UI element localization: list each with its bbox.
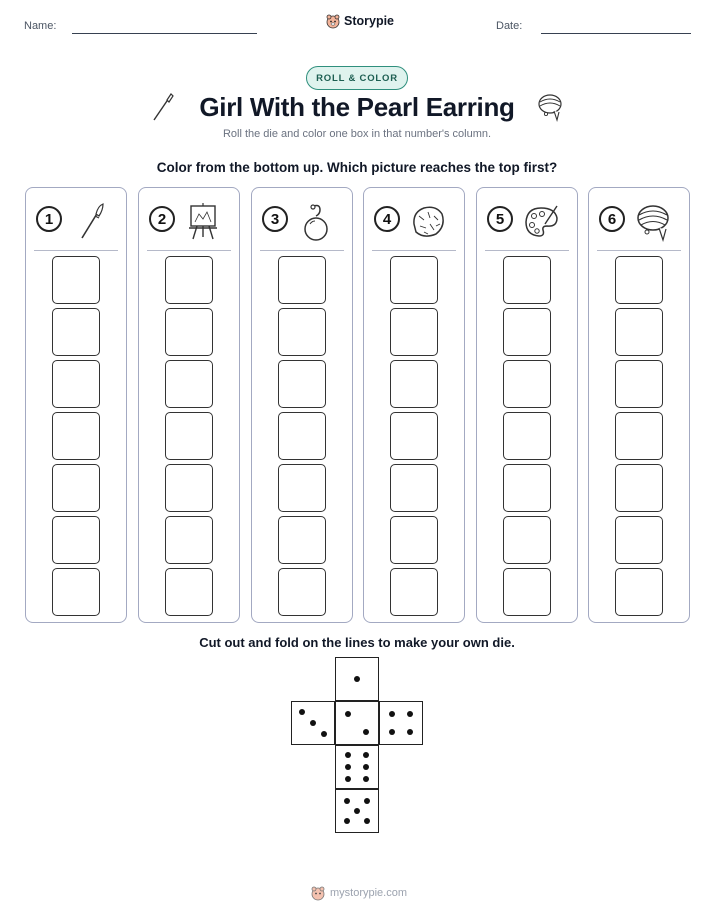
column-3 bbox=[251, 187, 353, 623]
color-box[interactable] bbox=[165, 568, 213, 616]
name-line[interactable] bbox=[72, 33, 257, 34]
die-pip bbox=[310, 720, 316, 726]
date-label: Date: bbox=[496, 20, 523, 32]
color-box[interactable] bbox=[615, 516, 663, 564]
pearl-earring-icon bbox=[298, 202, 334, 242]
color-box[interactable] bbox=[52, 360, 100, 408]
column-number: 4 bbox=[374, 206, 400, 232]
column-1 bbox=[25, 187, 127, 623]
color-box[interactable] bbox=[278, 360, 326, 408]
column-6 bbox=[588, 187, 690, 623]
die-pip bbox=[363, 764, 369, 770]
die-pip bbox=[363, 776, 369, 782]
die-face-1 bbox=[335, 657, 379, 701]
color-box[interactable] bbox=[165, 256, 213, 304]
color-box[interactable] bbox=[52, 516, 100, 564]
footer bbox=[310, 885, 407, 901]
die-pip bbox=[364, 798, 370, 804]
die-pip bbox=[354, 808, 360, 814]
column-4 bbox=[363, 187, 465, 623]
color-box[interactable] bbox=[165, 464, 213, 512]
column-number: 5 bbox=[487, 206, 513, 232]
column-number: 6 bbox=[599, 206, 625, 232]
die-face-2 bbox=[335, 701, 379, 745]
color-box[interactable] bbox=[390, 256, 438, 304]
color-box[interactable] bbox=[278, 568, 326, 616]
column-divider bbox=[597, 250, 681, 251]
color-box[interactable] bbox=[52, 568, 100, 616]
column-divider bbox=[260, 250, 344, 251]
die-face-6 bbox=[335, 745, 379, 789]
color-box[interactable] bbox=[615, 568, 663, 616]
color-box[interactable] bbox=[52, 412, 100, 460]
die-face-4 bbox=[379, 701, 423, 745]
color-box[interactable] bbox=[503, 464, 551, 512]
die-pip bbox=[364, 818, 370, 824]
turban-icon bbox=[635, 202, 673, 242]
column-divider bbox=[485, 250, 569, 251]
die-face-5 bbox=[335, 789, 379, 833]
color-box[interactable] bbox=[615, 256, 663, 304]
die-pip bbox=[389, 711, 395, 717]
color-box[interactable] bbox=[390, 516, 438, 564]
color-box[interactable] bbox=[503, 412, 551, 460]
color-box[interactable] bbox=[390, 568, 438, 616]
color-box[interactable] bbox=[390, 308, 438, 356]
column-2 bbox=[138, 187, 240, 623]
column-number: 1 bbox=[36, 206, 62, 232]
brand-name: Storypie bbox=[344, 14, 395, 28]
color-box[interactable] bbox=[52, 256, 100, 304]
coloring-instruction: Color from the bottom up. Which picture reaches the top first? bbox=[156, 160, 558, 175]
paintbrush-icon bbox=[72, 202, 108, 242]
color-box[interactable] bbox=[165, 308, 213, 356]
lapis-stone-icon bbox=[410, 202, 446, 242]
color-box[interactable] bbox=[615, 464, 663, 512]
color-box[interactable] bbox=[278, 516, 326, 564]
die-pip bbox=[344, 818, 350, 824]
color-box[interactable] bbox=[165, 516, 213, 564]
color-box[interactable] bbox=[278, 256, 326, 304]
color-box[interactable] bbox=[615, 360, 663, 408]
turban-icon bbox=[536, 92, 564, 122]
die-face-3 bbox=[291, 701, 335, 745]
die-pip bbox=[354, 676, 360, 682]
die-pip bbox=[363, 729, 369, 735]
color-box[interactable] bbox=[165, 412, 213, 460]
color-box[interactable] bbox=[390, 464, 438, 512]
die-pip bbox=[344, 798, 350, 804]
color-box[interactable] bbox=[503, 568, 551, 616]
die-pip bbox=[299, 709, 305, 715]
column-divider bbox=[147, 250, 231, 251]
easel-icon bbox=[185, 202, 221, 242]
color-box[interactable] bbox=[503, 360, 551, 408]
palette-icon bbox=[523, 202, 561, 242]
column-number: 2 bbox=[149, 206, 175, 232]
storypie-mascot-icon bbox=[310, 885, 326, 901]
color-box[interactable] bbox=[615, 308, 663, 356]
die-pip bbox=[363, 752, 369, 758]
color-box[interactable] bbox=[390, 412, 438, 460]
column-5 bbox=[476, 187, 578, 623]
color-box[interactable] bbox=[52, 308, 100, 356]
color-box[interactable] bbox=[278, 412, 326, 460]
die-pip bbox=[389, 729, 395, 735]
color-box[interactable] bbox=[503, 308, 551, 356]
roll-and-color-badge: ROLL & COLOR bbox=[306, 66, 408, 90]
color-box[interactable] bbox=[165, 360, 213, 408]
color-box[interactable] bbox=[390, 360, 438, 408]
brand-logo bbox=[325, 13, 394, 29]
die-pip bbox=[407, 711, 413, 717]
die-pip bbox=[345, 711, 351, 717]
storypie-mascot-icon bbox=[325, 13, 341, 29]
date-line[interactable] bbox=[541, 33, 691, 34]
die-pip bbox=[345, 776, 351, 782]
color-box[interactable] bbox=[615, 412, 663, 460]
name-label: Name: bbox=[24, 20, 57, 32]
footer-url[interactable]: mystorypie.com bbox=[330, 887, 408, 899]
die-pip bbox=[345, 752, 351, 758]
page-title: Girl With the Pearl Earring bbox=[199, 92, 515, 122]
column-divider bbox=[34, 250, 118, 251]
page-subtitle: Roll the die and color one box in that number's column. bbox=[222, 128, 492, 140]
color-box[interactable] bbox=[52, 464, 100, 512]
color-box[interactable] bbox=[503, 256, 551, 304]
color-box[interactable] bbox=[278, 308, 326, 356]
die-instruction: Cut out and fold on the lines to make your own die. bbox=[199, 635, 515, 650]
color-box[interactable] bbox=[503, 516, 551, 564]
color-box[interactable] bbox=[278, 464, 326, 512]
column-number: 3 bbox=[262, 206, 288, 232]
die-pip bbox=[321, 731, 327, 737]
die-pip bbox=[345, 764, 351, 770]
column-divider bbox=[372, 250, 456, 251]
die-pip bbox=[407, 729, 413, 735]
